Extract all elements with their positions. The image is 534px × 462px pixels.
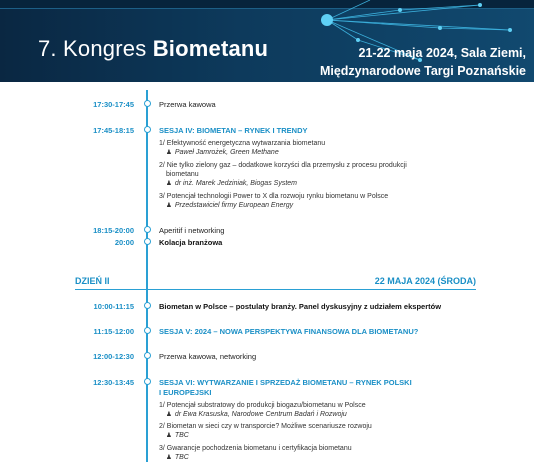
session-title-continued: I EUROPEJSKI [159, 388, 212, 397]
talk-speaker: ♟ TBC [166, 432, 189, 439]
header-banner [0, 0, 534, 82]
agenda-event: Przerwa kawowa [159, 100, 216, 109]
person-icon: ♟ [166, 202, 172, 209]
timeline-dot [144, 302, 151, 309]
title-number: 7. Kongres [38, 36, 153, 61]
day-label: DZIEŃ II [75, 276, 110, 286]
agenda-event: Przerwa kawowa, networking [159, 352, 257, 361]
event-location: Międzynarodowe Targi Poznańskie [319, 64, 526, 78]
timeline-dot [144, 352, 151, 359]
timeline-dot [144, 238, 151, 245]
talk-speaker: ♟ Paweł Jamrożek, Green Methane [166, 149, 279, 156]
agenda-event: Kolacja branżowa [159, 238, 223, 247]
event-date-venue: 21-22 maja 2024, Sala Ziemi, [358, 46, 526, 60]
talk-title: 1/ Efektywność energetyczna wytwarzania biometanu [159, 140, 326, 147]
person-icon: ♟ [166, 454, 172, 461]
timeline-dot [144, 327, 151, 334]
timeline-line [146, 90, 148, 462]
time-slot: 11:15-12:00 [93, 327, 134, 336]
time-slot: 12:30-13:45 [93, 378, 134, 387]
person-icon: ♟ [166, 411, 172, 418]
talk-title: 1/ Potencjał substratowy do produkcji biogazu/biometanu w Polsce [159, 402, 366, 409]
day-date: 22 MAJA 2024 (ŚRODA) [374, 276, 476, 286]
talk-speaker: ♟ TBC [166, 454, 189, 461]
event-details [320, 44, 526, 80]
time-slot: 17:45-18:15 [93, 126, 134, 135]
time-slot: 17:30-17:45 [93, 100, 134, 109]
session-title: SESJA VI: WYTWARZANIE I SPRZEDAŻ BIOMETANU – RYNEK POLSKI [159, 378, 412, 387]
person-icon: ♟ [166, 432, 172, 439]
session-title: SESJA IV: BIOMETAN – RYNEK I TRENDY [159, 126, 308, 135]
talk-speaker: ♟ Przedstawiciel firmy European Energy [166, 202, 294, 209]
session-title: SESJA V: 2024 – NOWA PERSPEKTYWA FINANSOWA DLA BIOMETANU? [159, 327, 419, 336]
timeline-dot [144, 226, 151, 233]
talk-title-continued: biometanu [166, 171, 199, 178]
congress-title [38, 36, 268, 62]
timeline-dot [144, 100, 151, 107]
agenda-event: Biometan w Polsce – postulaty branży. Panel dyskusyjny z udziałem ekspertów [159, 302, 442, 311]
talk-speaker: ♟ dr Ewa Krasuska, Narodowe Centrum Badań i Rozwoju [166, 411, 347, 418]
person-icon: ♟ [166, 180, 172, 187]
talk-speaker: ♟ dr inż. Marek Jedziniak, Biogas System [166, 180, 297, 187]
time-slot: 10:00-11:15 [93, 302, 134, 311]
title-bold: Biometanu [152, 36, 269, 61]
timeline-dot [144, 378, 151, 385]
person-icon: ♟ [166, 149, 172, 156]
talk-title: 3/ Gwarancje pochodzenia biometanu i certyfikacja biometanu [159, 445, 352, 452]
day-divider [75, 289, 476, 290]
time-slot: 12:00-12:30 [93, 352, 134, 361]
timeline-dot [144, 126, 151, 133]
talk-title: 2/ Biometan w sieci czy w transporcie? Możliwe scenariusze rozwoju [159, 423, 372, 430]
agenda-event: Aperitif i networking [159, 226, 225, 235]
talk-title: 3/ Potencjał technologii Power to X dla rozwoju rynku biometanu w Polsce [159, 193, 389, 200]
time-slot: 18:15-20:00 [93, 226, 134, 235]
time-slot: 20:00 [114, 238, 134, 247]
talk-title: 2/ Nie tylko zielony gaz – dodatkowe korzyści dla przemysłu z procesu produkcji [159, 162, 407, 169]
